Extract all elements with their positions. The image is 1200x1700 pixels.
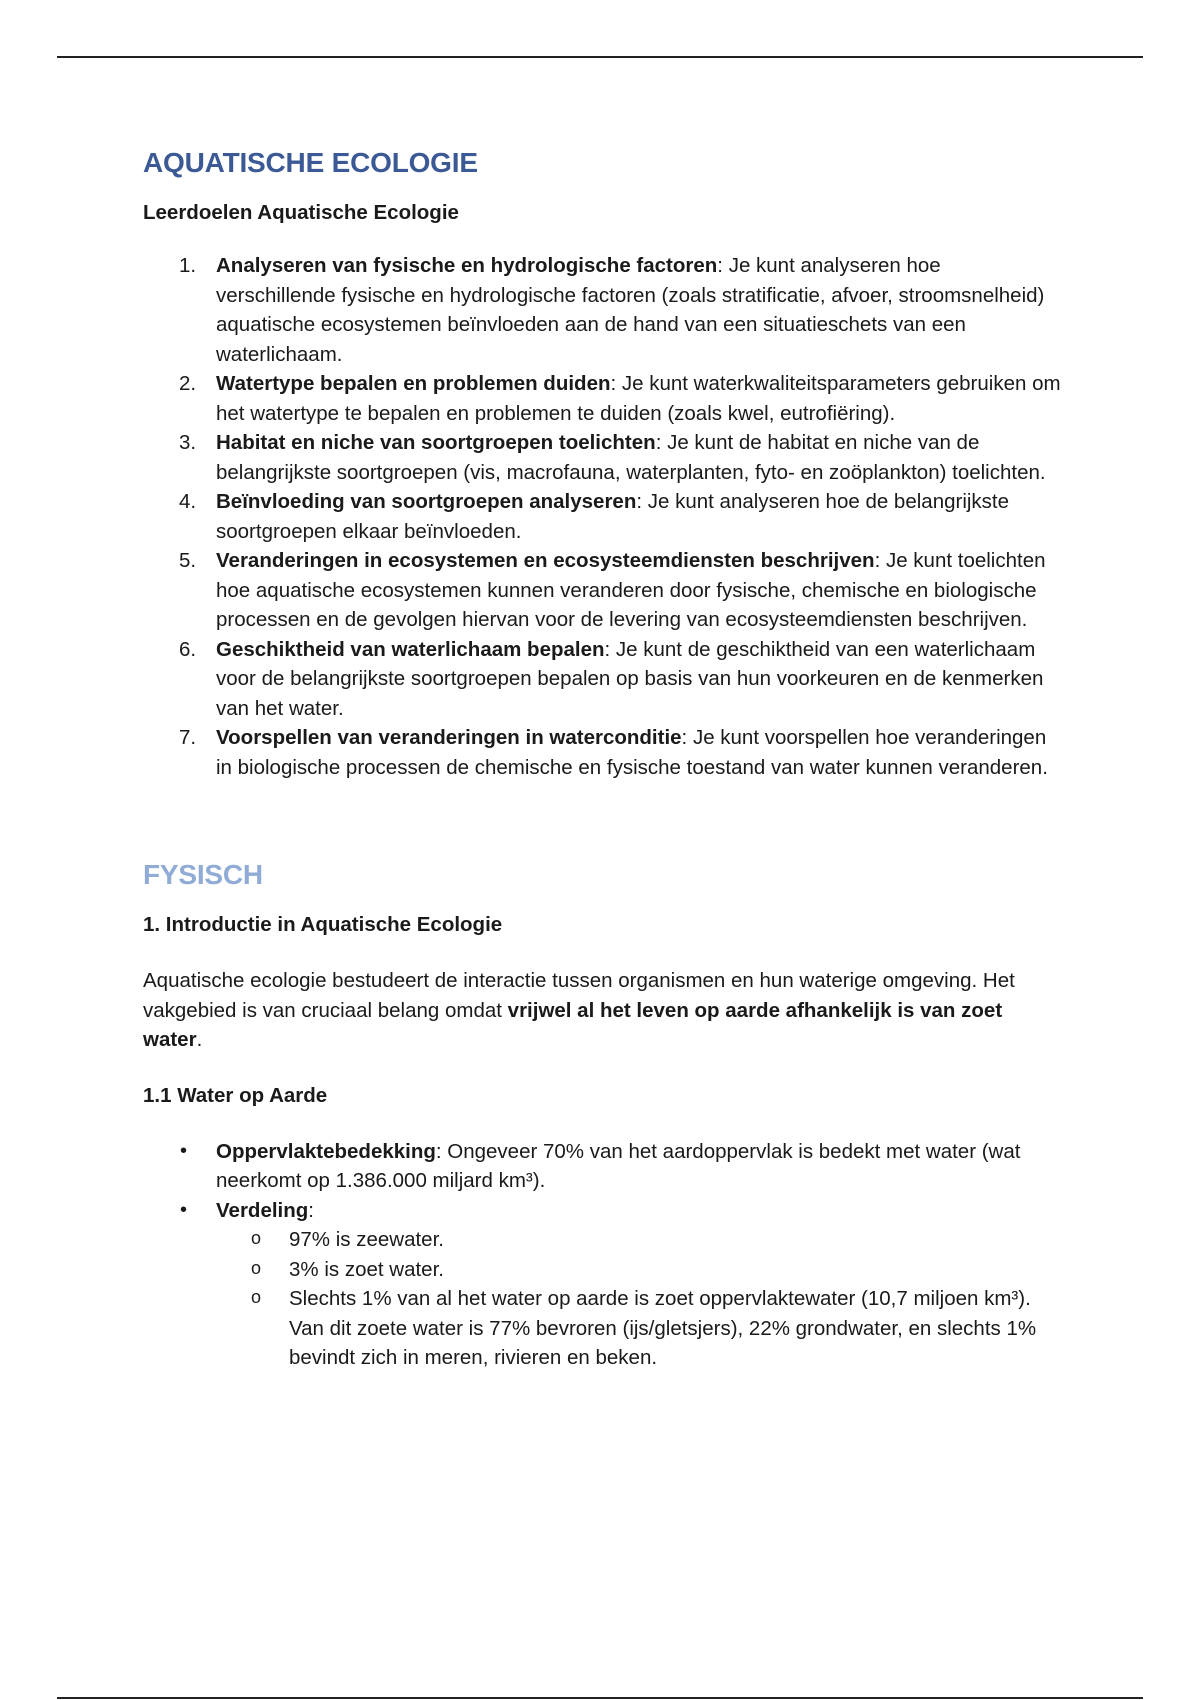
sub-list-item: o 3% is zoet water. <box>216 1255 1063 1285</box>
main-heading: AQUATISCHE ECOLOGIE <box>143 147 478 178</box>
section-heading-fysisch: FYSISCH <box>143 859 263 890</box>
goal-item: 5. Veranderingen in ecosystemen en ecosysteemdiensten beschrijven: Je kunt toelichten hoe aquatische ecosystemen kunnen veranderen door fysische, chemische en biologische processen en de gevolgen hiervan voor de levering van ecosysteemdiensten beschrijven. <box>179 549 1046 631</box>
header-rule <box>57 56 1143 58</box>
distribution-sublist <box>216 1225 1063 1373</box>
section-1-title: 1. Introductie in Aquatische Ecologie <box>143 913 503 936</box>
document-body <box>143 140 1063 1373</box>
sub-list-item: o 97% is zeewater. <box>216 1225 1063 1255</box>
goal-item: 4. Beïnvloeding van soortgroepen analyseren: Je kunt analyseren hoe de belangrijkste soortgroepen elkaar beïnvloeden. <box>179 490 1010 543</box>
goal-item: 7. Voorspellen van veranderingen in waterconditie: Je kunt voorspellen hoe veranderingen in biologische processen de chemische en fysische toestand van water kunnen veranderen. <box>179 726 1048 779</box>
intro-paragraph: Aquatische ecologie bestudeert de interactie tussen organismen en hun waterige omgeving. Het vakgebied is van cruciaal belang omdat vrijwel al het leven op aarde afhankelijk is van zoet water. <box>143 969 1015 1051</box>
sub-list-item: o Slechts 1% van al het water op aarde is zoet oppervlaktewater (10,7 miljoen km³). Van dit zoete water is 77% bevroren (ijs/gletsjers), 22% grondwater, en slechts 1% bevindt zich in meren, rivieren en beken. <box>216 1284 1063 1373</box>
goal-item: 2. Watertype bepalen en problemen duiden: Je kunt waterkwaliteitsparameters gebruiken om het watertype te bepalen en problemen te duiden (zoals kwel, eutrofiëring). <box>179 372 1061 425</box>
circle-bullet-icon: o <box>251 1257 262 1278</box>
goals-title: Leerdoelen Aquatische Ecologie <box>143 201 459 224</box>
circle-bullet-icon: o <box>251 1228 262 1248</box>
water-facts-list <box>143 1137 1063 1373</box>
goal-item: 6. Geschiktheid van waterlichaam bepalen: Je kunt de geschiktheid van een waterlichaam voor de belangrijkste soortgroepen bepalen op basis van hun voorkeuren en de kenmerken van het water. <box>179 637 1044 720</box>
goal-item: 3. Habitat en niche van soortgroepen toelichten: Je kunt de habitat en niche van de belangrijkste soortgroepen (vis, macrofauna, waterplanten, fyto- en zoöplankton) toelichten. <box>179 431 1046 484</box>
bullet-icon: • <box>180 1139 188 1162</box>
footer-rule <box>57 1697 1143 1699</box>
goals-list <box>143 251 1063 782</box>
circle-bullet-icon: o <box>251 1287 262 1307</box>
list-item: • Oppervlaktebedekking: Ongeveer 70% van het aardoppervlak is bedekt met water (wat neerkomt op 1.386.000 miljard km³). <box>143 1137 1063 1196</box>
list-item: • Verdeling: o 97% is zeewater. o 3% is zoet water. o Slechts 1% van al het water op aarde is zoet oppervlaktewater (10,7 miljoen km³). Van dit zoete water is 77% bevroren (ijs/gletsjers), 22% grondwater, en slechts 1% bevindt zich in meren, rivieren en beken. <box>143 1196 1063 1373</box>
goal-item: 1. Analyseren van fysische en hydrologische factoren: Je kunt analyseren hoe verschillende fysische en hydrologische factoren (zoals stratificatie, afvoer, stroomsnelheid) aquatische ecosystemen beïnvloeden aan de hand van een situatieschets van een waterlichaam. <box>179 254 1045 366</box>
section-1-1-title: 1.1 Water op Aarde <box>143 1083 328 1107</box>
bullet-icon: • <box>180 1198 188 1221</box>
